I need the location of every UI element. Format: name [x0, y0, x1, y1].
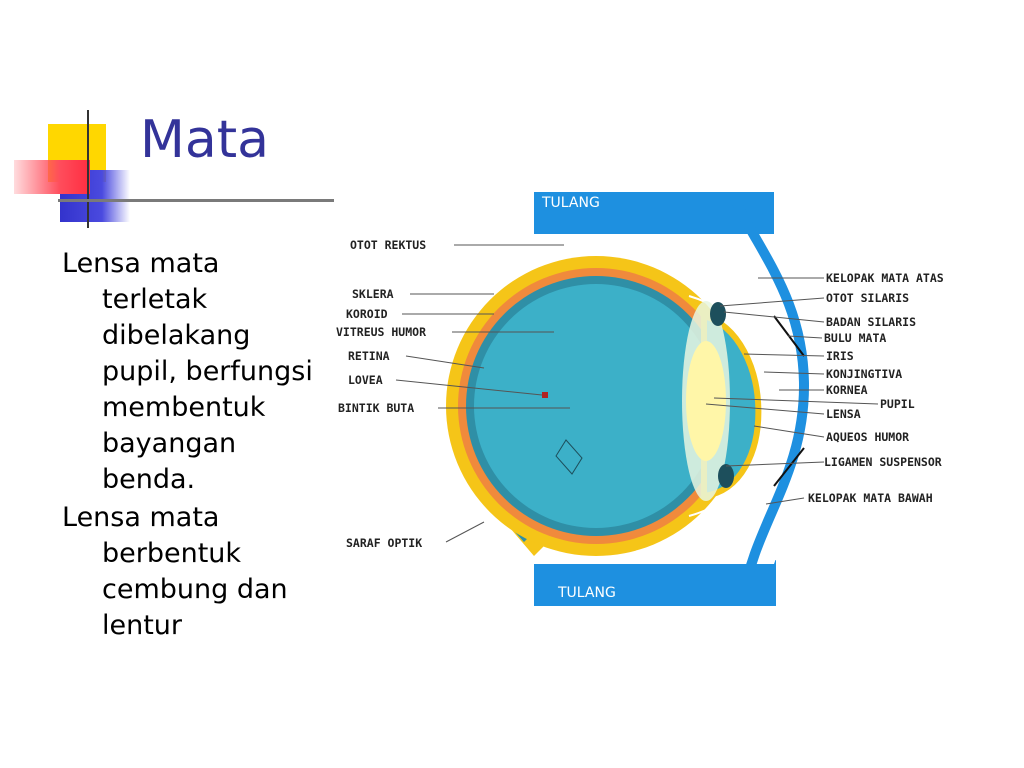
bone-label-bottom: TULANG: [558, 585, 616, 601]
label-aqueos-humor: AQUEOS HUMOR: [826, 430, 910, 444]
bullet-item: Lensa mata terletak dibelakang pupil, berfungsi membentuk bayangan benda.: [62, 248, 313, 495]
red-square: [14, 160, 90, 194]
eye-anatomy-diagram: [334, 186, 982, 610]
label-kornea: KORNEA: [826, 383, 868, 397]
label-bintik-buta: BINTIK BUTA: [338, 401, 415, 415]
label-sklera: SKLERA: [352, 287, 394, 301]
label-lovea: LOVEA: [348, 373, 383, 387]
label-konjingtiva: KONJINGTIVA: [826, 367, 903, 381]
page-title: Mata: [140, 110, 269, 170]
label-ligamen-suspensor: LIGAMEN SUSPENSOR: [824, 455, 942, 469]
label-lensa: LENSA: [826, 407, 861, 421]
title-divider: [58, 199, 334, 202]
label-vitreus-humor: VITREUS HUMOR: [336, 325, 427, 339]
fovea-marker: [542, 392, 548, 398]
bone-label-top: TULANG: [542, 195, 600, 211]
label-badan-silaris: BADAN SILARIS: [826, 315, 917, 329]
ciliary-body-bottom: [718, 464, 734, 488]
leader-saraf: [446, 522, 484, 542]
label-otot-silaris: OTOT SILARIS: [826, 291, 910, 305]
label-retina: RETINA: [348, 349, 390, 363]
label-pupil: PUPIL: [880, 397, 915, 411]
vertical-line: [87, 110, 89, 228]
label-otot-rektus: OTOT REKTUS: [350, 238, 427, 252]
label-kelopak-mata-bawah: KELOPAK MATA BAWAH: [808, 491, 933, 505]
bullet-list: [62, 246, 322, 646]
vitreous-humor: [474, 284, 718, 528]
label-kelopak-mata-atas: KELOPAK MATA ATAS: [826, 271, 944, 285]
bullet-item: Lensa mata berbentuk cembung dan lentur: [62, 502, 288, 641]
lens: [686, 341, 726, 461]
label-saraf-optik: SARAF OPTIK: [346, 536, 423, 550]
label-bulu-mata: BULU MATA: [824, 331, 887, 345]
label-iris: IRIS: [826, 349, 854, 363]
label-koroid: KOROID: [346, 307, 388, 321]
